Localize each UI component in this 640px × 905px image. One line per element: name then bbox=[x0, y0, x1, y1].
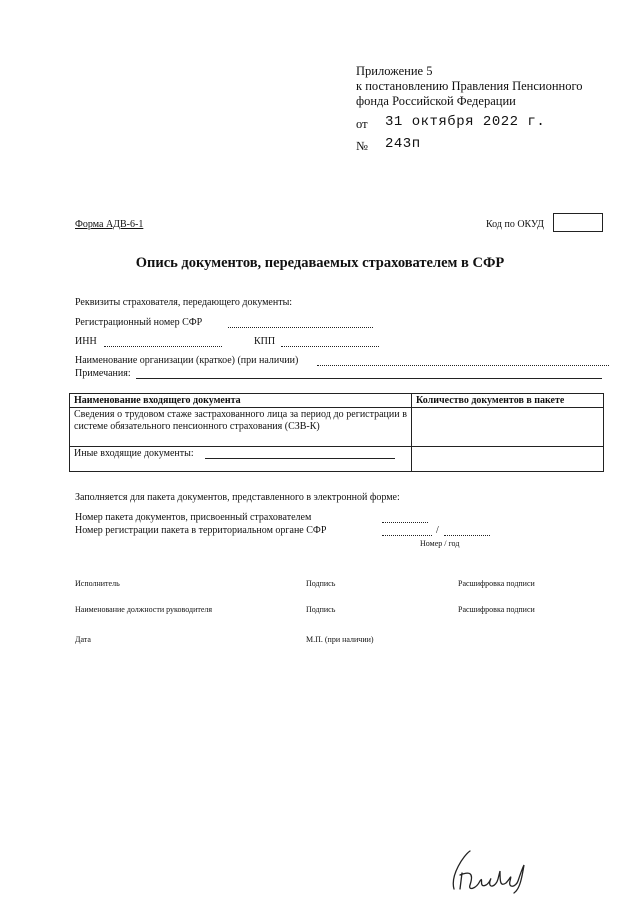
executor-label: Исполнитель bbox=[75, 579, 120, 588]
appendix-line-3: фонда Российской Федерации bbox=[356, 94, 516, 108]
documents-table bbox=[69, 393, 604, 472]
package-number-field[interactable] bbox=[382, 522, 428, 523]
head-signature-label: Подпись bbox=[306, 605, 336, 614]
notes-label: Примечания: bbox=[75, 368, 131, 379]
document-count-cell[interactable] bbox=[412, 408, 604, 447]
document-name-cell: Сведения о трудовом стаже застрахованного лица за период до регистрации в системе обязательного пенсионного страхования (СЗВ-К) bbox=[70, 408, 412, 447]
head-position-label: Наименование должности руководителя bbox=[75, 605, 213, 614]
date-prefix: от bbox=[356, 117, 368, 131]
registration-number-field[interactable] bbox=[382, 535, 432, 536]
document-title: Опись документов, передаваемых страхователем в СФР bbox=[135, 255, 505, 271]
table-header-row bbox=[70, 394, 604, 408]
signature-label: Подпись bbox=[306, 579, 336, 588]
other-documents-cell bbox=[70, 447, 412, 472]
reg-number-label: Регистрационный номер СФР bbox=[75, 317, 203, 328]
org-name-field[interactable] bbox=[317, 365, 609, 366]
okud-label: Код по ОКУД bbox=[486, 219, 544, 230]
stamp-label: М.П. (при наличии) bbox=[306, 635, 374, 644]
date-label: Дата bbox=[75, 635, 91, 644]
number-prefix: № bbox=[356, 139, 368, 153]
other-documents-field[interactable] bbox=[205, 458, 395, 459]
notes-field[interactable] bbox=[136, 378, 602, 379]
kpp-field[interactable] bbox=[281, 346, 379, 347]
appendix-line-1: Приложение 5 bbox=[356, 64, 433, 78]
registration-year-field[interactable] bbox=[444, 535, 490, 536]
other-documents-label: Иные входящие документы: bbox=[74, 448, 194, 459]
order-number: 243п bbox=[385, 136, 421, 152]
kpp-label: КПП bbox=[254, 336, 276, 347]
registration-number-label: Номер регистрации пакета в территориальном органе СФР bbox=[75, 525, 327, 536]
table-row bbox=[70, 408, 604, 447]
inn-label: ИНН bbox=[75, 336, 97, 347]
form-code: Форма АДВ-6-1 bbox=[75, 219, 144, 230]
inn-field[interactable] bbox=[104, 346, 222, 347]
requisites-heading: Реквизиты страхователя, передающего документы: bbox=[75, 297, 293, 308]
other-documents-count-cell[interactable] bbox=[412, 447, 604, 472]
reg-number-field[interactable] bbox=[228, 327, 373, 328]
okud-field[interactable] bbox=[553, 213, 603, 232]
handwritten-signature bbox=[440, 845, 540, 895]
package-number-label: Номер пакета документов, присвоенный страхователем bbox=[75, 512, 312, 523]
decryption-label: Расшифровка подписи bbox=[458, 579, 535, 588]
order-date: 31 октября 2022 г. bbox=[385, 114, 546, 130]
org-name-label: Наименование организации (краткое) (при наличии) bbox=[75, 355, 299, 366]
table-row bbox=[70, 447, 604, 472]
appendix-line-2: к постановлению Правления Пенсионного bbox=[356, 79, 583, 93]
head-decryption-label: Расшифровка подписи bbox=[458, 605, 535, 614]
number-year-separator: / bbox=[436, 525, 439, 536]
number-year-caption: Номер / год bbox=[420, 539, 460, 548]
column-header-count: Количество документов в пакете bbox=[412, 394, 604, 408]
electronic-heading: Заполняется для пакета документов, представленного в электронной форме: bbox=[75, 492, 400, 503]
column-header-document: Наименование входящего документа bbox=[70, 394, 412, 408]
